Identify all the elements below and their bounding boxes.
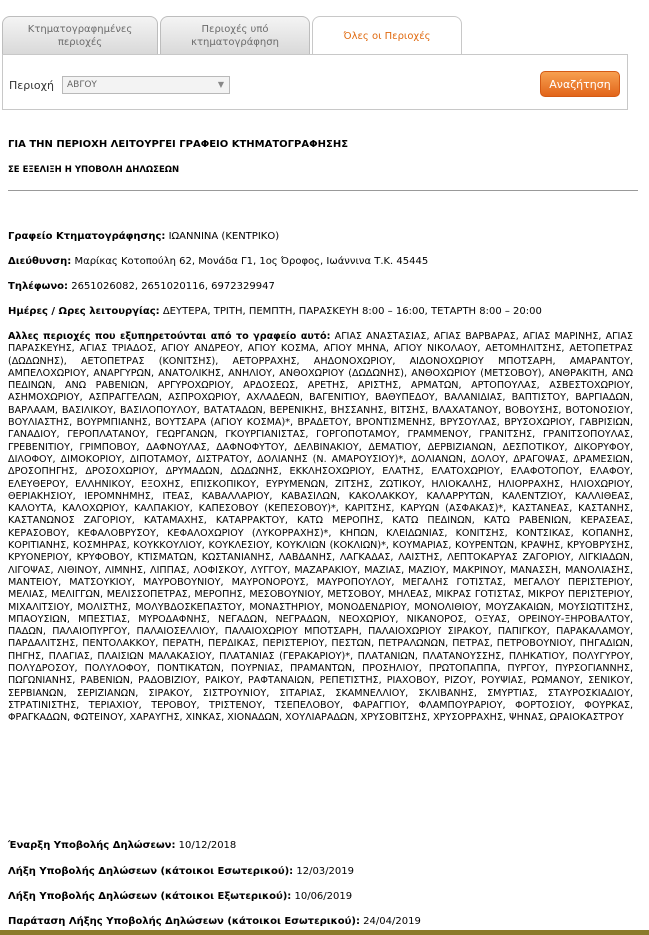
search-panel (2, 54, 628, 110)
served-areas-label: Αλλες περιοχές που εξυπηρετούνται από το γραφείο αυτό: (8, 331, 331, 342)
tab-all-areas[interactable] (312, 16, 462, 56)
office-label: Γραφείο Κτηματογράφησης: (8, 231, 166, 242)
end-date-external-label: Λήξη Υποβολής Δηλώσεων (κάτοικοι Εξωτερικού): (8, 891, 292, 902)
region-label: Περιοχή (9, 79, 54, 92)
hours-row (8, 306, 542, 317)
status-text: ΣΕ ΕΞΕΛΙΞΗ Η ΥΠΟΒΟΛΗ ΔΗΛΩΣΕΩΝ (8, 165, 180, 175)
end-date-internal-label: Λήξη Υποβολής Δηλώσεων (κάτοικοι Εσωτερικού): (8, 866, 294, 877)
end-date-internal-value: 12/03/2019 (296, 866, 354, 877)
tab-areas-under-registration[interactable] (160, 16, 310, 54)
phone-value: 2651026082, 2651020116, 6972329947 (71, 281, 275, 292)
divider (8, 190, 638, 191)
region-select[interactable] (62, 76, 230, 94)
end-date-internal-row (8, 866, 354, 877)
tab-label: Όλες οι Περιοχές (343, 31, 431, 42)
end-date-external-value: 10/06/2019 (294, 891, 353, 902)
chevron-down-icon: ▼ (217, 80, 224, 89)
start-date-value: 10/12/2018 (178, 840, 237, 851)
page-title: ΓΙΑ ΤΗΝ ΠΕΡΙΟΧΗ ΛΕΙΤΟΥΡΓΕΙ ΓΡΑΦΕΙΟ ΚΤΗΜΑΤΟΓΡΑΦΗΣΗΣ (8, 139, 349, 150)
served-areas-list: ΑΓΙΑΣ ΑΝΑΣΤΑΣΙΑΣ, ΑΓΙΑΣ ΒΑΡΒΑΡΑΣ, ΑΓΙΑΣ ΜΑΡΙΝΗΣ, ΑΓΙΑΣ ΠΑΡΑΣΚΕΥΗΣ, ΑΓΙΑΣ ΤΡΙΑΔΟΣ, ΑΓΙΟΥ ΑΝΔΡΕΟΥ, ΑΓΙΟΥ ΚΟΣΜΑ, ΑΓΙΟΥ ΜΗΝΑ, ΑΓΙΟΥ ΝΙΚΟΛΑΟΥ, ΑΕΤΟΜΗΛΙΤΣΗΣ, ΑΕΤΟΠΕΤΡΑΣ (ΔΩΔΩΝΗΣ), ΑΕΤΟΠΕΤΡΑΣ (ΚΟΝΙΤΣΗΣ), ΑΕΤΟΡΡΑΧΗΣ, ΑΗΔΟΝΟΧΩΡΙΟΥ, ΑΙΔΟΝΟΧΩΡΙΟΥ ΜΠΟΤΣΑΡΗ, ΑΜΑΡΑΝΤΟΥ, ΑΜΠΕΛΟΧΩΡΙΟΥ, ΑΝΑΡΓΥΡΩΝ, ΑΝΑΤΟΛΙΚΗΣ, ΑΝΗΛΙΟΥ, ΑΝΘΟΧΩΡΙΟΥ (ΔΩΔΩΝΗΣ), ΑΝΘΟΧΩΡΙΟΥ (ΜΕΤΣΟΒΟΥ), ΑΝΘΡΑΚΙΤΗ, ΑΝΩ ΠΕΔΙΝΩΝ, ΑΝΩ ΡΑΒΕΝΙΩΝ, ΑΡΓΥΡΟΧΩΡΙΟΥ, ΑΡΔΟΣΕΩΣ, ΑΡΕΤΗΣ, ΑΡΙΣΤΗΣ, ΑΡΜΑΤΩΝ, ΑΡΤΟΠΟΥΛΑΣ, ΑΣΒΕΣΤΟΧΩΡΙΟΥ, ΑΣΗΜΟΧΩΡΙΟΥ, ΑΣΠΡΑΓΓΕΛΩΝ, ΑΣΠΡΟΧΩΡΙΟΥ, ΑΧΛΑΔΕΩΝ, ΒΑΓΕΝΙΤΙΟΥ, ΒΑΘΥΠΕΔΟΥ, ΒΑΛΑΝΙΔΙΑΣ, ΒΑΠΤΙΣΤΟΥ, ΒΑΡΓΙΑΔΩΝ, ΒΑΡΛΑΑΜ, ΒΑΣΙΛΙΚΟΥ, ΒΑΣΙΛΟΠΟΥΛΟΥ, ΒΑΤΑΤΑΔΩΝ, ΒΕΡΕΝΙΚΗΣ, ΒΗΣΣΑΝΗΣ, ΒΙΤΣΗΣ, ΒΛΑΧΑΤΑΝΟΥ, ΒΟΒΟΥΣΗΣ, ΒΟΤΟΝΟΣΙΟΥ, ΒΟΥΛΙΑΣΤΗΣ, ΒΟΥΡΜΠΙΑΝΗΣ, ΒΟΥΤΣΑΡΑ (ΑΓΙΟΥ ΚΟΣΜΑ)*, ΒΡΑΔΕΤΟΥ, ΒΡΟΝΤΙΣΜΕΝΗΣ, ΒΡΥΣΟΥΛΑΣ, ΒΡΥΣΟΧΩΡΙΟΥ, ΓΑΒΡΙΣΙΩΝ, ΓΑΝΑΔΙΟΥ, ΓΕΡΟΠΛΑΤΑΝΟΥ, ΓΕΩΡΓΑΝΩΝ, ΓΚΟΥΡΓΙΑΝΙΣΤΑΣ, ΓΟΡΓΟΠΟΤΑΜΟΥ, ΓΡΑΜΜΕΝΟΥ, ΓΡΑΝΙΤΣΗΣ, ΓΡΑΝΙΤΣΟΠΟΥΛΑΣ, ΓΡΕΒΕΝΙΤΙΟΥ, ΓΡΙΜΠΟΒΟΥ, ΔΑΦΝΟΥΛΑΣ, ΔΑΦΝΟΦΥΤΟΥ, ΔΕΛΒΙΝΑΚΙΟΥ, ΔΕΜΑΤΙΟΥ, ΔΕΡΒΙΖΙΑΝΩΝ, ΔΕΣΠΟΤΙΚΟΥ, ΔΙΚΟΡΥΦΟΥ, ΔΙΛΟΦΟΥ, ΔΙΜΟΚΟΡΙΟΥ, ΔΙΠΟΤΑΜΟΥ, ΔΙΣΤΡΑΤΟΥ, ΔΟΛΙΑΝΗΣ (Ν. ΑΜΑΡΟΥΣΙΟΥ)*, ΔΟΛΙΑΝΩΝ, ΔΟΛΟΥ, ΔΡΑΓΟΨΑΣ, ΔΡΑΜΕΣΙΩΝ, ΔΡΟΣΟΠΗΓΗΣ, ΔΡΟΣΟΧΩΡΙΟΥ, ΔΡΥΜΑΔΩΝ, ΔΩΔΩΝΗΣ, ΕΚΚΛΗΣΟΧΩΡΙΟΥ, ΕΛΑΤΗΣ, ΕΛΑΤΟΧΩΡΙΟΥ, ΕΛΑΦΟΤΟΠΟΥ, ΕΛΑΦΟΥ, ΕΛΕΥΘΕΡΟΥ, ΕΛΛΗΝΙΚΟΥ, ΕΞΟΧΗΣ, ΕΠΙΣΚΟΠΙΚΟΥ, ΕΥΡΥΜΕΝΩΝ, ΖΙΤΣΗΣ, ΖΩΤΙΚΟΥ, ΗΛΙΟΚΑΛΗΣ, ΗΛΙΟΡΡΑΧΗΣ, ΗΛΙΟΧΩΡΙΟΥ, ΘΕΡΙΑΚΗΣΙΟΥ, ΙΕΡΟΜΝΗΜΗΣ, ΙΤΕΑΣ, ΚΑΒΑΛΛΑΡΙΟΥ, ΚΑΒΑΣΙΛΩΝ, ΚΑΚΟΛΑΚΚΟΥ, ΚΑΛΑΡΡΥΤΩΝ, ΚΑΛΕΝΤΖΙΟΥ, ΚΑΛΛΙΘΕΑΣ, ΚΑΛΟΥΤΑ, ΚΑΛΟΧΩΡΙΟΥ, ΚΑΛΠΑΚΙΟΥ, ΚΑΠΕΣΟΒΟΥ (ΚΕΠΕΣΟΒΟΥ)*, ΚΑΡΙΤΣΗΣ, ΚΑΡΥΩΝ (ΑΣΦΑΚΑΣ)*, ΚΑΣΤΑΝΕΑΣ, ΚΑΣΤΑΝΗΣ, ΚΑΣΤΑΝΩΝΟΣ ΖΑΓΟΡΙΟΥ, ΚΑΤΑΜΑΧΗΣ, ΚΑΤΑΡΡΑΚΤΟΥ, ΚΑΤΩ ΜΕΡΟΠΗΣ, ΚΑΤΩ ΠΕΔΙΝΩΝ, ΚΑΤΩ ΡΑΒΕΝΙΩΝ, ΚΕΡΑΣΕΑΣ, ΚΕΡΑΣΟΒΟΥ, ΚΕΦΑΛΟΒΡΥΣΟΥ, ΚΕΦΑΛΟΧΩΡΙΟΥ (ΛΥΚΟΡΡΑΧΗΣ)*, ΚΗΠΩΝ, ΚΛΕΙΔΩΝΙΑΣ, ΚΟΝΙΤΣΗΣ, ΚΟΝΤΣΙΚΑΣ, ΚΟΠΑΝΗΣ, ΚΟΡΙΤΙΑΝΗΣ, ΚΟΣΜΗΡΑΣ, ΚΟΥΚΚΟΥΛΙΟΥ, ΚΟΥΚΛΕΣΙΟΥ, ΚΟΥΚΛΙΩΝ (ΚΟΚΛΙΩΝ)*, ΚΟΥΜΑΡΙΑΣ, ΚΟΥΡΕΝΤΩΝ, ΚΡΑΨΗΣ, ΚΡΥΟΒΡΥΣΗΣ, ΚΡΥΟΝΕΡΙΟΥ, ΚΡΥΦΟΒΟΥ, ΚΤΙΣΜΑΤΩΝ, ΚΩΣΤΑΝΙΑΝΗΣ, ΛΑΒΔΑΝΗΣ, ΛΑΓΚΑΔΑΣ, ΛΑΙΣΤΗΣ, ΛΕΠΤΟΚΑΡΥΑΣ ΖΑΓΟΡΙΟΥ, ΛΙΓΚΙΑΔΩΝ, ΛΙΓΟΨΑΣ, ΛΙΘΙΝΟΥ, ΛΙΜΝΗΣ, ΛΙΠΠΑΣ, ΛΟΦΙΣΚΟΥ, ΛΥΓΓΟΥ, ΜΑΖΑΡΑΚΙΟΥ, ΜΑΖΙΑΣ, ΜΑΖΙΟΥ, ΜΑΚΡΙΝΟΥ, ΜΑΝΑΣΣΗ, ΜΑΝΟΛΙΑΣΗΣ, ΜΑΝΤΕΙΟΥ, ΜΑΤΣΟΥΚΙΟΥ, ΜΑΥΡΟΒΟΥΝΙΟΥ, ΜΑΥΡΟΝΟΡΟΥΣ, ΜΑΥΡΟΠΟΥΛΟΥ, ΜΕΓΑΛΗΣ ΓΟΤΙΣΤΑΣ, ΜΕΓΑΛΟΥ ΠΕΡΙΣΤΕΡΙΟΥ, ΜΕΛΙΑΣ, ΜΕΛΙΓΓΩΝ, ΜΕΛΙΣΣΟΠΕΤΡΑΣ, ΜΕΡΟΠΗΣ, ΜΕΣΟΒΟΥΝΙΟΥ, ΜΕΤΣΟΒΟΥ, ΜΗΛΕΑΣ, ΜΙΚΡΑΣ ΓΟΤΙΣΤΑΣ, ΜΙΚΡΟΥ ΠΕΡΙΣΤΕΡΙΟΥ, ΜΙΧΑΛΙΤΣΙΟΥ, ΜΟΛΙΣΤΗΣ, ΜΟΛΥΒΔΟΣΚΕΠΑΣΤΟΥ, ΜΟΝΑΣΤΗΡΙΟΥ, ΜΟΝΟΔΕΝΔΡΙΟΥ, ΜΟΝΟΛΙΘΙΟΥ, ΜΟΥΖΑΚΑΙΩΝ, ΜΟΥΣΙΩΤΙΤΣΗΣ, ΜΠΑΟΥΣΙΩΝ, ΜΠΕΣΤΙΑΣ, ΜΥΡΟΔΑΦΝΗΣ, ΝΕΓΑΔΩΝ, ΝΕΓΡΑΔΩΝ, ΝΕΟΧΩΡΙΟΥ, ΝΙΚΑΝΟΡΟΣ, ΟΞΥΑΣ, ΟΡΕΙΝΟΥ-ΞΗΡΟΒΑΛΤΟΥ, ΠΑΔΩΝ, ΠΑΛΑΙΟΠΥΡΓΟΥ, ΠΑΛΑΙΟΣΕΛΛΙΟΥ, ΠΑΛΑΙΟΧΩΡΙΟΥ ΜΠΟΤΣΑΡΗ, ΠΑΛΑΙΟΧΩΡΙΟΥ ΣΙΡΑΚΟΥ, ΠΑΠΙΓΚΟΥ, ΠΑΡΑΚΑΛΑΜΟΥ, ΠΑΡΔΑΛΙΤΣΗΣ, ΠΕΝΤΟΛΑΚΚΟΥ, ΠΕΡΑΤΗ, ΠΕΡΔΙΚΑΣ, ΠΕΡΙΣΤΕΡΙΟΥ, ΠΕΣΤΩΝ, ΠΕΤΡΑΛΩΝΩΝ, ΠΕΤΡΑΣ, ΠΕΤΡΟΒΟΥΝΙΟΥ, ΠΗΓΑΔΙΩΝ, ΠΗΓΗΣ, ΠΛΑΓΙΑΣ, ΠΛΑΙΣΙΩΝ ΜΑΛΑΚΑΣΙΟΥ, ΠΛΑΤΑΝΙΑΣ (ΓΕΡΑΚΑΡΙΟΥ)*, ΠΛΑΤΑΝΙΩΝ, ΠΛΑΤΑΝΟΥΣΣΗΣ, ΠΛΗΚΑΤΙΟΥ, ΠΟΛΥΓΥΡΟΥ, ΠΟΛΥΔΡΟΣΟΥ, ΠΟΛΥΛΟΦΟΥ, ΠΟΝΤΙΚΑΤΩΝ, ΠΟΥΡΝΙΑΣ, ΠΡΑΜΑΝΤΩΝ, ΠΡΟΣΗΛΙΟΥ, ΠΡΩΤΟΠΑΠΠΑ, ΠΥΡΓΟΥ, ΠΥΡΣΟΓΙΑΝΝΗΣ, ΠΩΓΩΝΙΑΝΗΣ, ΡΑΒΕΝΙΩΝ, ΡΑΔΟΒΙΖΙΟΥ, ΡΑΙΚΟΥ, ΡΑΦΤΑΝΑΙΩΝ, ΡΕΠΕΤΙΣΤΗΣ, ΡΙΑΧΟΒΟΥ, ΡΙΖΟΥ, ΡΟΥΨΙΑΣ, ΡΩΜΑΝΟΥ, ΣΕΝΙΚΟΥ, ΣΕΡΒΙΑΝΩΝ, ΣΕΡΙΖΙΑΝΩΝ, ΣΙΡΑΚΟΥ, ΣΙΣΤΡΟΥΝΙΟΥ, ΣΙΤΑΡΙΑΣ, ΣΚΑΜΝΕΛΛΙΟΥ, ΣΚΛΙΒΑΝΗΣ, ΣΜΥΡΤΙΑΣ, ΣΤΑΥΡΟΣΚΙΑΔΙΟΥ, ΣΤΡΑΤΙΝΙΣΤΗΣ, ΤΕΡΙΑΧΙΟΥ, ΤΕΡΟΒΟΥ, ΤΡΙΣΤΕΝΟΥ, ΤΣΕΠΕΛΟΒΟΥ, ΦΑΡΑΓΓΙΟΥ, ΦΛΑΜΠΟΥΡΑΡΙΟΥ, ΦΟΡΤΟΣΙΟΥ, ΦΟΥΡΚΑΣ, ΦΡΑΓΚΑΔΩΝ, ΦΩΤΕΙΝΟΥ, ΧΑΡΑΥΓΗΣ, ΧΙΝΚΑΣ, ΧΙΟΝΑΔΩΝ, ΧΟΥΛΙΑΡΑΔΩΝ, ΧΡΥΣΟΒΙΤΣΗΣ, ΧΡΥΣΟΡΡΑΧΗΣ, ΨΗΝΑΣ, ΩΡΑΙΟΚΑΣΤΡΟΥ (8, 331, 633, 724)
tab-label: Κτηματογραφημένες περιοχές (27, 23, 133, 48)
office-value: ΙΩΑΝΝΙΝΑ (ΚΕΝΤΡΙΚΟ) (168, 231, 280, 242)
search-button[interactable]: Αναζήτηση (540, 71, 620, 97)
served-areas (8, 331, 633, 725)
hours-value: ΔΕΥΤΕΡΑ, ΤΡΙΤΗ, ΠΕΜΠΤΗ, ΠΑΡΑΣΚΕΥΗ 8:00 – 16:00, ΤΕΤΑΡΤΗ 8:00 – 20:00 (162, 306, 542, 317)
extension-date-row (8, 916, 421, 927)
start-date-label: Έναρξη Υποβολής Δηλώσεων: (8, 840, 176, 851)
extension-date-value: 24/04/2019 (363, 916, 421, 927)
office-row (8, 231, 279, 242)
address-row (8, 256, 428, 267)
end-date-external-row (8, 891, 352, 902)
address-value: Μαρίκας Κοτοπούλη 62, Μονάδα Γ1, 1ος Όροφος, Ιωάννινα Τ.Κ. 45445 (74, 256, 429, 267)
tab-label: Περιοχές υπό κτηματογράφηση (191, 23, 279, 48)
region-select-value: ΑΒΓΟΥ (67, 80, 97, 90)
tabs-panel (2, 14, 628, 110)
phone-row (8, 281, 275, 292)
extension-date-label: Παράταση Λήξης Υποβολής Δηλώσεων (κάτοικοι Εσωτερικού): (8, 916, 360, 927)
start-date-row (8, 840, 236, 851)
tab-registered-areas[interactable] (2, 16, 158, 54)
address-label: Διεύθυνση: (8, 256, 72, 267)
footer-rule (0, 930, 649, 935)
phone-label: Τηλέφωνο: (8, 281, 69, 292)
hours-label: Ημέρες / Ωρες λειτουργίας: (8, 306, 160, 317)
